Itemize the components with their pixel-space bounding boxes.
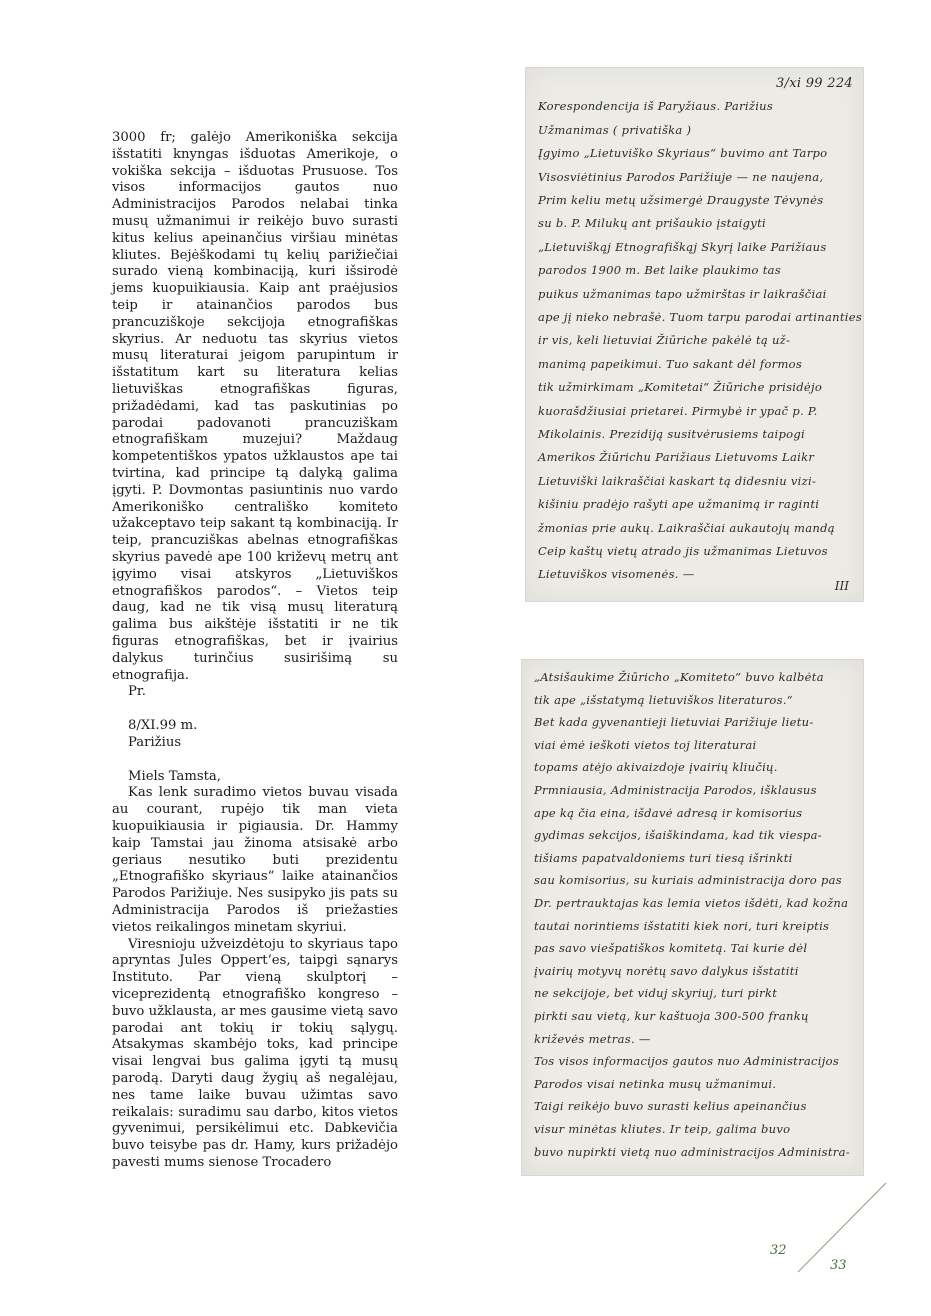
manuscript-line: Parodos visai netinka musų užmanimui.: [534, 1076, 777, 1091]
manuscript-line: puikus užmanimas tapo užmirštas ir laikraščiai: [538, 286, 827, 301]
manuscript-line: topams atėjo akivaizdoje įvairių kliučių.: [534, 760, 778, 775]
manuscript-line: įvairių motyvų norėtų savo dalykus išstatiti: [534, 963, 799, 978]
manuscript-line: Korespondencija iš Paryžiaus. Parižius: [538, 99, 774, 114]
page-number-right: 33: [830, 1258, 847, 1273]
manuscript-line: Užmanimas ( privatiška ): [538, 122, 692, 137]
manuscript-line: viai ėmė ieškoti vietos toj literaturai: [534, 737, 757, 752]
manuscript-line: Įgyimo „Lietuviško Skyriaus“ buvimo ant Tarpo: [538, 146, 828, 161]
manuscript-line: tautai norintiems išstatiti kiek nori, turi kreiptis: [534, 918, 830, 933]
article-text-column: [112, 130, 398, 1172]
salutation: Miels Tamsta,: [128, 768, 221, 784]
manuscript-scan-top: [525, 67, 864, 602]
manuscript-line: Tos visos informacijos gautos nuo Administracijos: [534, 1054, 840, 1069]
manuscript-line: „Atsišaukime Žiūricho „Komiteto“ buvo kalbėta: [534, 670, 824, 684]
manuscript-line: tik užmirkimam „Komitetai“ Žiūriche prisidėjo: [538, 380, 823, 395]
manuscript-line: Taigi reikėjo buvo surasti kelius apeinančius: [534, 1099, 807, 1114]
manuscript-line: tik ape „išstatymą lietuviškos literaturos.“: [534, 692, 793, 707]
manuscript-line: žmonias prie aukų. Laikraščiai aukautojų mandą: [538, 520, 835, 535]
manuscript-line: gydimas sekcijos, išaiškindama, kad tik viespa-: [534, 828, 822, 843]
paragraph-1: 3000 fr; galėjo Amerikoniška sekcija išstatiti knyngas išduotas Amerikoje, o vokiška sekcija – išduotas Prusuose. Tos visos informacijos gautos nuo Administracijos Parodos nelabai tinka musų užmanimui ir reikėjo buvo surasti kitus kelius apeinančius viršiau minėtas kliutes. Bejėškodami tų kelių parižiečiai surado vieną kombinaciją, kuri išsirodė jems kuopuikiausia. Kaip ant praėjusios teip ir atainančios parodos bus prancuziškoje sekcijoja etnografiškas skyrius. Ar neduotu tas skyrius vietos musų literaturai jeigom parupintum ir išstatitum kart su literatura kelias lietuviškas etnografiškas figuras, prižadėdami, kad tas paskutinias po parodai padovanoti prancuziškam etnografiškam muzejui? Maždaug kompetentiškos ypatos užklaustos ape tai tvirtina, kad principe tą dalyką galima įgyti. P. Dovmontas pasiuntinis nuo vardo Amerikoniško centrališko komiteto užakceptavo teip sakant tą kombinaciją. Ir teip, prancuziškas abelnas etnografiškas skyrius pavedė ape 100 križevų metrų ant įgyimo visai atskyros „Lietuviškos etnografiškos parodos“. – Vietos teip daug, kad ne tik visą musų literaturą galima bus aikštėje išstatiti ir ne tik figuras etnografiškas, bet ir įvairius dalykus turinčius susirišimą su etnografija.: [112, 130, 398, 683]
manuscript-line: Amerikos Žiūrichu Parižiaus Lietuvoms Laikr: [538, 450, 815, 465]
manuscript-line: Bet kada gyvenantieji lietuviai Parižiuje lietu-: [534, 715, 814, 730]
manuscript-line: su b. P. Milukų ant prišaukio įstaigyti: [538, 216, 766, 231]
manuscript-line: Visosviėtinius Parodos Parižiuje — ne naujena,: [538, 169, 824, 184]
paragraph-3: Viresnioju užveizdėtoju to skyriaus tapo apryntas Jules Oppert‘es, taipgi sąnarys Instituto. Par vieną skulptorį – viceprezidentą etnografiško kongreso – buvo užklausta, ar mes gausime vietą savo parodai ant tokių ir tokių sąlygų. Atsakymas skambėjo toks, kad principe visai lengvai bus galima įgyti tą musų parodą. Daryti daug žygių aš negalėjau, nes tame laike buvau užimtas savo reikalais: suradimu sau darbo, kitos vietos gyvenimui, persikėlimui etc. Dabkevičia buvo teisybe pas dr. Hamy, kurs prižadėjo pavesti mums sienose Trocadero: [112, 936, 398, 1171]
letter-place: Parižius: [128, 734, 182, 750]
manuscript-line: ne sekcijoje, bet viduj skyriuj, turi pirkt: [534, 986, 778, 1001]
manuscript-line: kišiniu pradėjo rašyti ape užmanimą ir raginti: [538, 497, 820, 512]
manuscript-line: Ceip kaštų vietų atrado jis užmanimas Lietuvos: [538, 544, 828, 558]
signoff: Pr.: [128, 684, 146, 700]
manuscript-line: Prim keliu metų užsimergė Draugyste Tėvynės: [538, 193, 824, 207]
date-block: [112, 718, 398, 752]
manuscript-line: pas savo viešpatiškos komitetą. Tai kurie dėl: [534, 941, 808, 956]
manuscript-line: visur minėtas kliutes. Ir teip, galima buvo: [534, 1122, 791, 1136]
manuscript-line: Prmniausia, Administracija Parodos, išklausus: [534, 783, 817, 797]
manuscript-line: buvo nupirkti vietą nuo administracijos Administra-: [534, 1144, 850, 1159]
manuscript-line: ape ką čia eina, išdavė adresą ir komisorius: [534, 805, 803, 820]
manuscript-line: ir vis, keli lietuviai Žiūriche pakėlė tą už-: [538, 333, 791, 348]
manuscript-line: parodos 1900 m. Bet laike plaukimo tas: [538, 263, 782, 278]
manuscript-line: kuorašdžiusiai prietarei. Pirmybė ir ypač p. P.: [538, 403, 818, 418]
manuscript-line: ape jį nieko nebrašė. Tuom tarpu parodai artinanties: [538, 310, 863, 324]
manuscript-line: Dr. pertrauktajas kas lemia vietos išdėti, kad kožna: [534, 896, 849, 910]
manuscript-line: sau komisorius, su kuriais administracija doro pas: [534, 873, 842, 888]
manuscript-line: Mikolainis. Prezidiją susitvėrusiems taipogi: [538, 427, 805, 441]
manuscript-line: tišiams papatvaldoniems turi tiesą išrinkti: [534, 850, 793, 865]
letter-date: 8/XI.99 m.: [128, 718, 198, 734]
manuscript-line: Lietuviški laikraščiai kaskart tą didesniu vizi-: [538, 473, 817, 488]
manuscript-line: pirkti sau vietą, kur kaštuoja 300-500 frankų: [534, 1009, 809, 1023]
manuscript-line: „Lietuviškąj Etnografiškąj Skyrį laike Parižiaus: [538, 239, 827, 254]
manuscript-scan-bottom: [521, 659, 864, 1176]
page-number-left: 32: [770, 1243, 787, 1258]
paragraph-2: Kas lenk suradimo vietos buvau visada au courant, rupėjo tik man vieta kuopuikiausia ir pigiausia. Dr. Hammy kaip Tamstai jau žinoma atsisakė arbo geriaus nesutiko buti prezidentu „Etnografiško skyriaus“ laike atainančios Parodos Parižiuje. Nes susipyko jis pats su Administracija Parodos iš priežasties vietos reikalingos minetam skyriui.: [112, 785, 398, 935]
manuscript-line: 3/xi 99 224: [775, 76, 853, 91]
manuscript-line: križevės metras. —: [534, 1031, 651, 1046]
page-mark: III: [834, 579, 849, 593]
manuscript-line: manimą papeikimui. Tuo sakant dėl formos: [538, 356, 803, 371]
manuscript-line: Lietuviškos visomenės. —: [538, 567, 695, 582]
